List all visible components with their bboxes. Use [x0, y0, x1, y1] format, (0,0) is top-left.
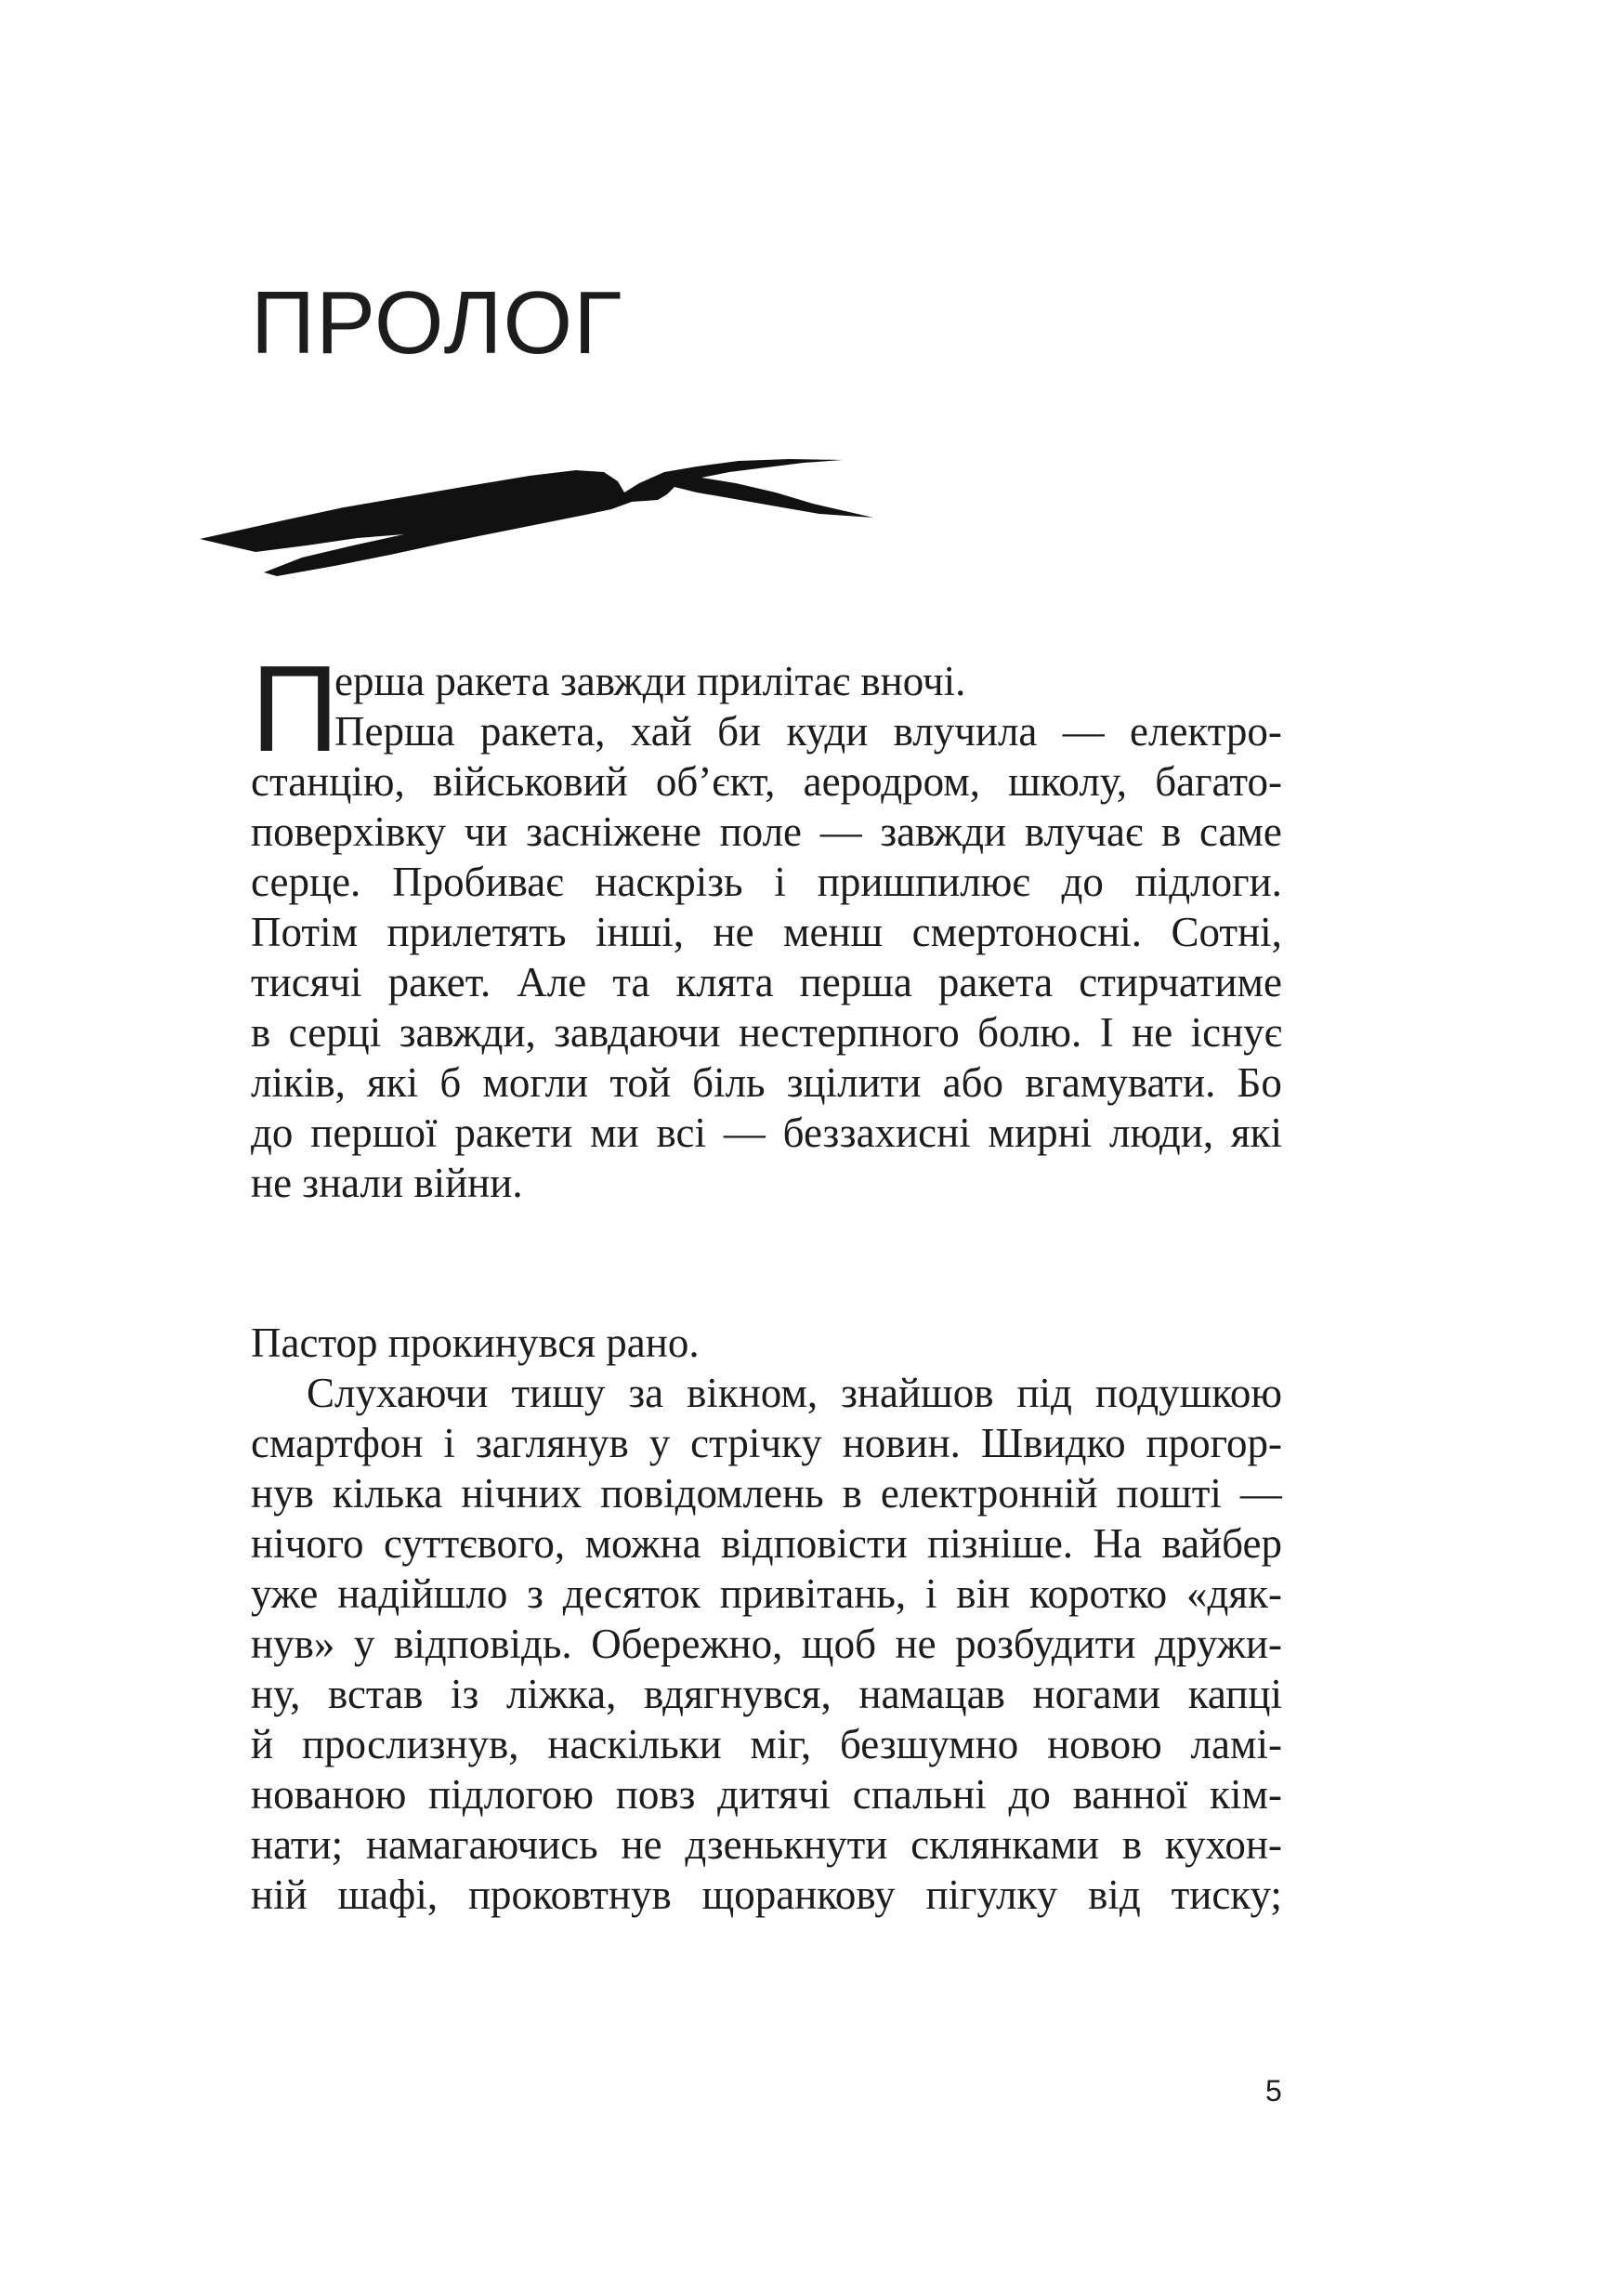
text-line — [251, 1518, 1282, 1569]
word: електро- — [1130, 708, 1282, 755]
word: дзенькнути — [685, 1821, 888, 1868]
word: ракета — [937, 959, 1054, 1005]
text-line — [251, 706, 1282, 756]
word: відповідь. — [393, 1621, 572, 1667]
text-line — [251, 1418, 1282, 1468]
page-number: 5 — [1265, 2074, 1282, 2108]
word: та — [612, 959, 650, 1005]
word: наскрізь — [595, 859, 743, 905]
word: могли — [482, 1059, 589, 1106]
word: безшумно — [840, 1721, 1019, 1767]
text-line — [251, 1007, 1282, 1057]
word: під — [1016, 1370, 1072, 1416]
word: дитячі — [717, 1771, 832, 1818]
text-line — [251, 857, 1282, 907]
word: багато- — [1155, 758, 1282, 805]
word: коротко — [1028, 1570, 1168, 1617]
word: щоранкову — [701, 1871, 896, 1918]
brush-stroke-icon — [195, 418, 920, 576]
word: ній — [251, 1871, 308, 1918]
word: в — [1121, 1821, 1143, 1868]
word: першої — [310, 1110, 438, 1156]
word: Потім — [251, 909, 359, 955]
word: вайбер — [1161, 1520, 1282, 1567]
word: з — [527, 1570, 544, 1617]
word: повідомлень — [600, 1470, 824, 1517]
word: подушкою — [1094, 1370, 1282, 1416]
word: нестерпного — [738, 1009, 960, 1056]
word: ліків, — [251, 1059, 346, 1106]
word: спальні — [852, 1771, 987, 1818]
word: й — [251, 1721, 274, 1767]
word: Слухаючи — [307, 1370, 489, 1416]
text-line: ерша ракета завжди прилітає вночі. — [334, 658, 966, 704]
word: військовий — [432, 758, 628, 805]
word: ну, — [251, 1671, 301, 1717]
word: не — [621, 1821, 662, 1868]
word: смартфон — [251, 1420, 424, 1466]
word: новою — [1047, 1721, 1162, 1767]
word: пришпилює — [817, 859, 1030, 905]
word: — — [819, 808, 862, 855]
word: саме — [1198, 808, 1282, 855]
word: мирні — [988, 1110, 1093, 1156]
word: нув — [251, 1470, 314, 1517]
word: пошті — [1116, 1470, 1222, 1517]
word: ліжка, — [505, 1671, 617, 1717]
word: об’єкт, — [655, 758, 776, 805]
word: болю. — [977, 1009, 1082, 1056]
word: засніжене — [526, 808, 701, 855]
word: прослизнув, — [301, 1721, 519, 1767]
text-line — [251, 1057, 1282, 1108]
word: не — [895, 1621, 936, 1667]
word: вдягнувся, — [644, 1671, 832, 1717]
word: Сотні, — [1171, 909, 1282, 955]
word: поле — [719, 808, 803, 855]
word: Перша — [334, 708, 455, 755]
word: суттєвого, — [384, 1520, 566, 1567]
word: всі — [656, 1110, 706, 1156]
word: беззахисні — [782, 1110, 971, 1156]
word: На — [1093, 1520, 1142, 1567]
word: щоб — [801, 1621, 876, 1667]
word: від — [1088, 1871, 1141, 1918]
word: люди, — [1109, 1110, 1214, 1156]
word: біль — [692, 1059, 766, 1106]
word: Але — [517, 959, 587, 1005]
word: в — [251, 1009, 271, 1056]
text-line — [251, 1619, 1282, 1669]
word: пігулку — [925, 1871, 1058, 1918]
word: із — [451, 1671, 479, 1717]
word: привітань, — [719, 1570, 907, 1617]
word: прилетять — [386, 909, 567, 955]
text-line — [251, 1819, 1282, 1870]
word: тишу — [511, 1370, 606, 1416]
word: хай — [630, 708, 692, 755]
word: нічого — [251, 1520, 364, 1567]
text-line — [251, 1870, 1282, 1920]
word: проковтнув — [467, 1871, 672, 1918]
word: які — [1230, 1110, 1282, 1156]
text-line: Пастор прокинувся рано. — [251, 1320, 700, 1366]
word: заглянув — [475, 1420, 629, 1466]
text-line — [251, 1569, 1282, 1619]
word: існує — [1190, 1009, 1282, 1056]
word: і — [774, 859, 786, 905]
word: шафі, — [337, 1871, 439, 1918]
word: наскільки — [547, 1721, 722, 1767]
word: в — [842, 1470, 862, 1517]
word: І — [1099, 1009, 1114, 1056]
word: десяток — [562, 1570, 701, 1617]
word: не — [713, 909, 754, 955]
word: міг, — [750, 1721, 812, 1767]
word: смертоносні. — [911, 909, 1143, 955]
text-line — [251, 1468, 1282, 1518]
word: пізніше. — [927, 1520, 1074, 1567]
word: підлогою — [428, 1771, 595, 1818]
text-line — [251, 1719, 1282, 1769]
text-line — [251, 907, 1282, 957]
word: розбудити — [955, 1621, 1136, 1667]
word: повз — [615, 1771, 696, 1818]
word: не — [1132, 1009, 1173, 1056]
word: до — [1061, 859, 1104, 905]
word: перша — [799, 959, 912, 1005]
word: би — [717, 708, 762, 755]
word: у — [353, 1621, 375, 1667]
text-line — [251, 1368, 1282, 1418]
word: завдаючи — [554, 1009, 721, 1056]
word: чи — [464, 808, 508, 855]
word: уже — [251, 1570, 319, 1617]
drop-cap: П — [251, 640, 339, 777]
word: влучає — [1024, 808, 1144, 855]
word: стрічку — [690, 1420, 822, 1466]
word: в — [1161, 808, 1182, 855]
word: ногами — [1032, 1671, 1161, 1717]
word: у — [648, 1420, 671, 1466]
word: ми — [590, 1110, 639, 1156]
word: капці — [1187, 1671, 1282, 1717]
word: нічних — [461, 1470, 583, 1517]
word: вгамувати. — [1025, 1059, 1216, 1106]
word: менш — [783, 909, 884, 955]
text-line — [251, 1769, 1282, 1819]
word: Бо — [1237, 1059, 1282, 1106]
text-line — [251, 1669, 1282, 1719]
word: нованою — [251, 1771, 407, 1818]
word: зцілити — [786, 1059, 922, 1106]
word: підлоги. — [1134, 859, 1282, 905]
word: поверхівку — [251, 808, 447, 855]
word: аеродром, — [803, 758, 981, 805]
word: нув» — [251, 1621, 335, 1667]
word: електронній — [880, 1470, 1098, 1517]
word: вікном, — [687, 1370, 819, 1416]
word: той — [609, 1059, 671, 1106]
word: і — [443, 1420, 455, 1466]
word: куди — [786, 708, 869, 755]
paragraph-2 — [251, 1318, 1282, 1920]
word: ламі- — [1190, 1721, 1282, 1767]
word: відповісти — [721, 1520, 908, 1567]
text-line — [251, 1108, 1282, 1158]
word: до — [1008, 1771, 1051, 1818]
word: завжди, — [399, 1009, 536, 1056]
word: надійшло — [337, 1570, 508, 1617]
word: за — [628, 1370, 664, 1416]
word: ракета, — [479, 708, 606, 755]
word: або — [942, 1059, 1003, 1106]
word: станцію, — [251, 758, 405, 805]
word: школу, — [1008, 758, 1128, 805]
word: — — [723, 1110, 766, 1156]
word: він — [956, 1570, 1011, 1617]
word: дружи- — [1155, 1621, 1282, 1667]
word: тиску; — [1171, 1871, 1282, 1918]
word: прогор- — [1146, 1420, 1282, 1466]
word: серці — [288, 1009, 382, 1056]
word: встав — [327, 1671, 424, 1717]
text-line — [251, 756, 1282, 807]
word: знайшов — [841, 1370, 994, 1416]
word: б — [439, 1059, 462, 1106]
word: ракети — [454, 1110, 573, 1156]
word: кухон- — [1164, 1821, 1282, 1868]
word: завжди — [880, 808, 1007, 855]
word: стирчатиме — [1079, 959, 1282, 1005]
word: інші, — [596, 909, 685, 955]
word: склянками — [910, 1821, 1099, 1868]
word: клята — [675, 959, 774, 1005]
word: — — [1239, 1470, 1282, 1517]
word: нати; — [251, 1821, 344, 1868]
word: які — [367, 1059, 419, 1106]
text-line — [251, 957, 1282, 1007]
word: Обережно, — [591, 1621, 783, 1667]
text-line — [251, 807, 1282, 857]
word: ракет. — [387, 959, 491, 1005]
word: серце. — [251, 859, 361, 905]
word: і — [924, 1570, 937, 1617]
word: кім- — [1210, 1771, 1282, 1818]
chapter-title: ПРОЛОГ — [251, 273, 623, 373]
word: до — [251, 1110, 294, 1156]
paragraph-1 — [251, 640, 1282, 1208]
word: «дяк- — [1186, 1570, 1282, 1617]
word: Пробиває — [392, 859, 564, 905]
word: Швидко — [980, 1420, 1126, 1466]
word: ванної — [1072, 1771, 1188, 1818]
word: намагаючись — [365, 1821, 598, 1868]
word: можна — [584, 1520, 701, 1567]
word: намацав — [858, 1671, 1005, 1717]
word: новин. — [842, 1420, 961, 1466]
word: — — [1062, 708, 1105, 755]
word: тисячі — [251, 959, 362, 1005]
text-line: не знали війни. — [251, 1160, 523, 1206]
word: кілька — [332, 1470, 443, 1517]
word: влучила — [893, 708, 1038, 755]
